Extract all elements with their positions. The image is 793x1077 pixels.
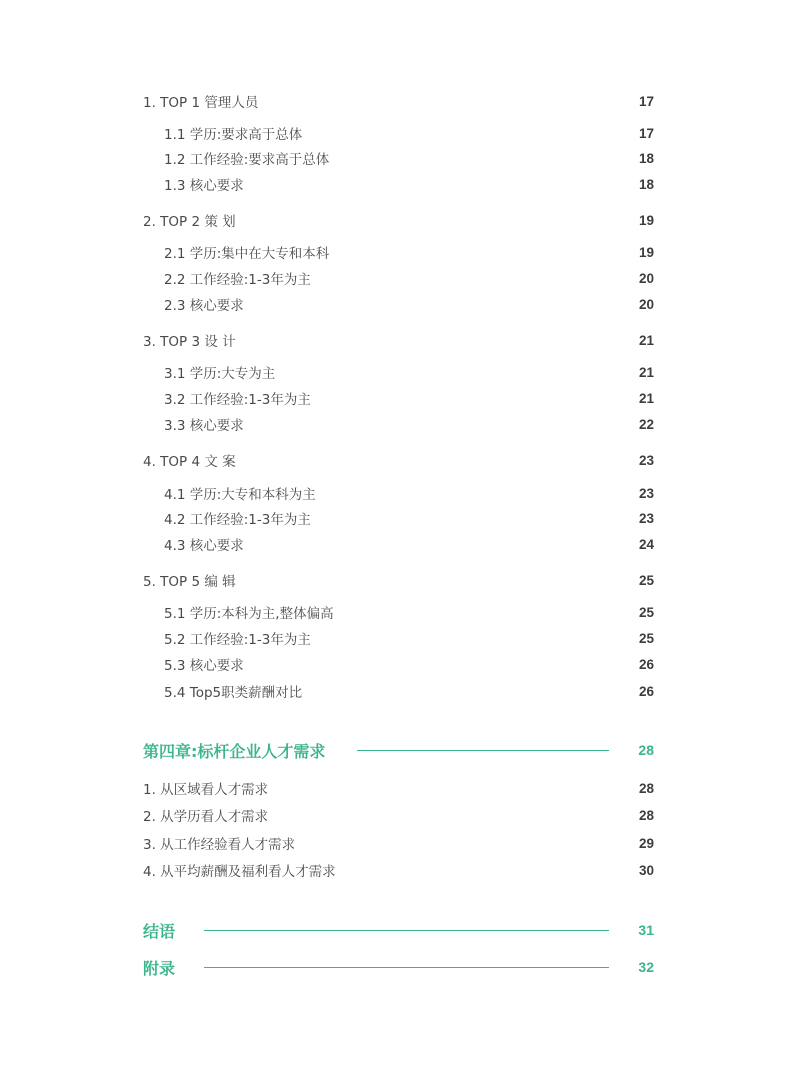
toc-entry-label: 5.3 核心要求 — [164, 658, 244, 674]
toc-entry-label: 4.3 核心要求 — [164, 538, 244, 554]
toc-page-number: 21 — [638, 364, 654, 380]
toc-entry-label: 4. TOP 4 文 案 — [143, 454, 236, 470]
toc-entry-label: 4.2 工作经验:1-3年为主 — [164, 512, 311, 528]
toc-entry-label: 3.2 工作经验:1-3年为主 — [164, 392, 311, 408]
toc-entry-ch4-3[interactable] — [0, 833, 793, 853]
leader-line — [204, 930, 609, 931]
toc-entry-top2[interactable] — [0, 210, 793, 230]
toc-page-number: 23 — [638, 485, 654, 501]
toc-entry-3-3[interactable] — [0, 414, 793, 434]
toc-entry-2-1[interactable] — [0, 242, 793, 262]
toc-entry-label: 3.1 学历:大专为主 — [164, 366, 276, 382]
toc-entry-label: 2.2 工作经验:1-3年为主 — [164, 272, 311, 288]
leader-line — [204, 967, 609, 968]
toc-page-number: 22 — [638, 416, 654, 432]
toc-page-number: 30 — [638, 862, 654, 878]
toc-page-number: 25 — [638, 630, 654, 646]
toc-entry-5-2[interactable] — [0, 628, 793, 648]
toc-page-number: 19 — [638, 244, 654, 260]
toc-entry-label: 2. TOP 2 策 划 — [143, 214, 236, 230]
toc-entry-3-1[interactable] — [0, 362, 793, 382]
toc-entry-top1[interactable] — [0, 91, 793, 111]
leader-line — [357, 750, 609, 751]
toc-entry-label: 5. TOP 5 编 辑 — [143, 574, 236, 590]
toc-entry-1-3[interactable] — [0, 174, 793, 194]
toc-page-number: 17 — [638, 125, 654, 141]
toc-entry-5-1[interactable] — [0, 602, 793, 622]
toc-entry-4-3[interactable] — [0, 534, 793, 554]
toc-entry-label: 4.1 学历:大专和本科为主 — [164, 487, 316, 503]
toc-entry-5-4[interactable] — [0, 681, 793, 701]
toc-page-number: 28 — [638, 780, 654, 796]
chapter-title: 附录 — [143, 958, 176, 978]
toc-entry-label: 2.1 学历:集中在大专和本科 — [164, 246, 330, 262]
toc-page-number: 28 — [638, 807, 654, 823]
toc-page-number: 24 — [638, 536, 654, 552]
toc-entry-ch4-1[interactable] — [0, 778, 793, 798]
toc-entry-label: 1. TOP 1 管理人员 — [143, 95, 259, 111]
toc-entry-4-1[interactable] — [0, 483, 793, 503]
toc-page-number: 25 — [638, 572, 654, 588]
toc-page-number: 18 — [638, 150, 654, 166]
toc-page-number: 28 — [638, 742, 654, 758]
toc-page-number: 18 — [638, 176, 654, 192]
toc-entry-top5[interactable] — [0, 570, 793, 590]
toc-page-number: 31 — [638, 922, 654, 938]
toc-entry-label: 4. 从平均薪酬及福利看人才需求 — [143, 864, 336, 880]
toc-entry-ch4-2[interactable] — [0, 805, 793, 825]
toc-entry-label: 1. 从区域看人才需求 — [143, 782, 269, 798]
chapter-title: 第四章:标杆企业人才需求 — [143, 741, 326, 761]
toc-page-number: 26 — [638, 656, 654, 672]
toc-entry-label: 5.1 学历:本科为主,整体偏高 — [164, 606, 334, 622]
toc-entry-label: 2.3 核心要求 — [164, 298, 244, 314]
toc-entry-label: 5.4 Top5职类薪酬对比 — [164, 685, 303, 701]
toc-entry-4-2[interactable] — [0, 508, 793, 528]
toc-page-number: 25 — [638, 604, 654, 620]
toc-page-number: 19 — [638, 212, 654, 228]
toc-entry-label: 3. TOP 3 设 计 — [143, 334, 236, 350]
toc-entry-ch4-4[interactable] — [0, 860, 793, 880]
toc-entry-label: 3.3 核心要求 — [164, 418, 244, 434]
toc-chapter-4[interactable] — [0, 740, 793, 760]
toc-page-number: 32 — [638, 959, 654, 975]
toc-entry-label: 1.3 核心要求 — [164, 178, 244, 194]
toc-entry-label: 2. 从学历看人才需求 — [143, 809, 269, 825]
toc-page-number: 17 — [638, 93, 654, 109]
toc-entry-2-3[interactable] — [0, 294, 793, 314]
toc-page-number: 23 — [638, 452, 654, 468]
toc-entry-top4[interactable] — [0, 450, 793, 470]
toc-entry-1-2[interactable] — [0, 148, 793, 168]
toc-page-number: 20 — [638, 270, 654, 286]
toc-entry-top3[interactable] — [0, 330, 793, 350]
toc-entry-3-2[interactable] — [0, 388, 793, 408]
toc-entry-5-3[interactable] — [0, 654, 793, 674]
toc-appendix[interactable] — [0, 957, 793, 977]
toc-entry-1-1[interactable] — [0, 123, 793, 143]
toc-page-number: 29 — [638, 835, 654, 851]
toc-page-number: 21 — [638, 332, 654, 348]
toc-conclusion[interactable] — [0, 920, 793, 940]
toc-entry-label: 5.2 工作经验:1-3年为主 — [164, 632, 311, 648]
toc-page-number: 26 — [638, 683, 654, 699]
toc-page-number: 20 — [638, 296, 654, 312]
chapter-title: 结语 — [143, 921, 176, 941]
toc-page-number: 21 — [638, 390, 654, 406]
toc-entry-label: 3. 从工作经验看人才需求 — [143, 837, 296, 853]
toc-entry-2-2[interactable] — [0, 268, 793, 288]
toc-page-number: 23 — [638, 510, 654, 526]
toc-entry-label: 1.1 学历:要求高于总体 — [164, 127, 303, 143]
toc-entry-label: 1.2 工作经验:要求高于总体 — [164, 152, 330, 168]
